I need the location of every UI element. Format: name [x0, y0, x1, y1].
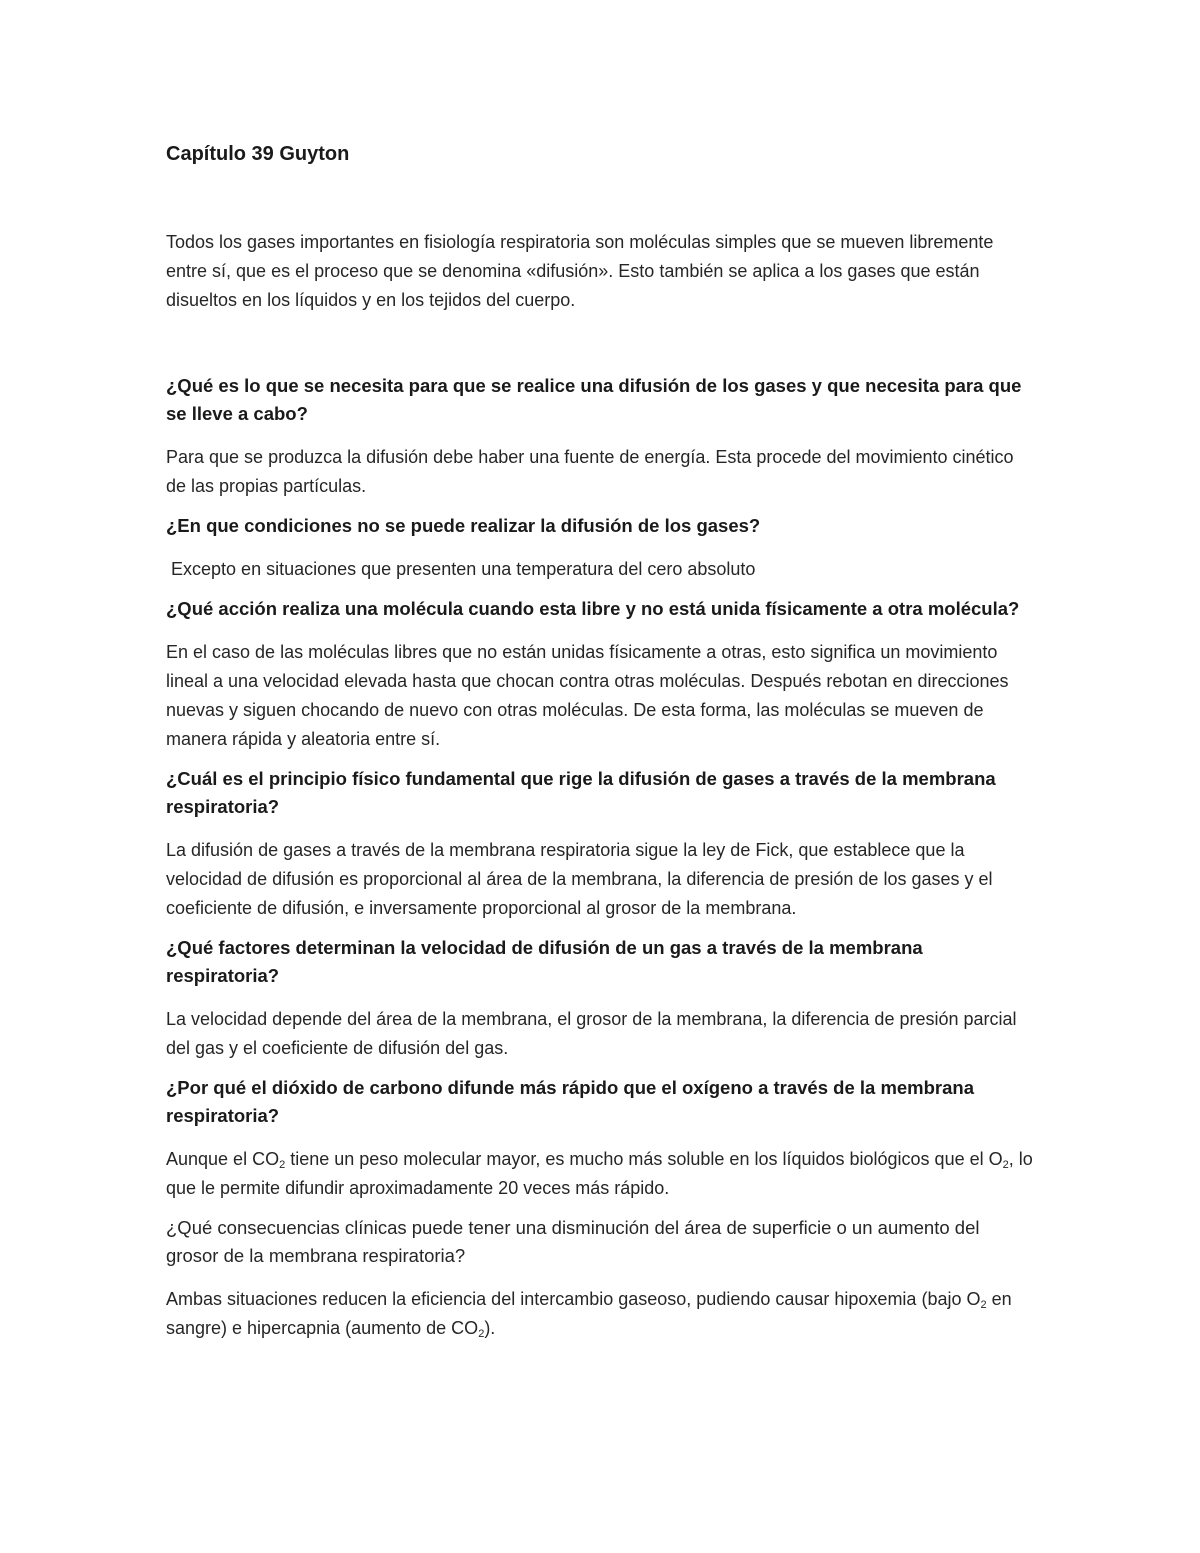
answer-text: , lo que le permite difundir aproximadamente 20 veces más rápido.	[166, 1149, 1033, 1198]
qa-item	[166, 372, 1036, 501]
answer-paragraph	[166, 1285, 1036, 1343]
subscript: 2	[279, 1159, 286, 1171]
question-heading: ¿En que condiciones no se puede realizar la difusión de los gases?	[166, 515, 761, 536]
answer-paragraph: La difusión de gases a través de la membrana respiratoria sigue la ley de Fick, que establece que la velocidad de difusión es proporcional al área de la membrana, la diferencia de presión de los gases y el coeficiente de difusión, e inversamente proporcional al grosor de la membrana.	[166, 840, 993, 918]
question-heading: ¿Qué es lo que se necesita para que se realice una difusión de los gases y que necesita para que se lleve a cabo?	[166, 375, 1022, 424]
answer-text: ).	[484, 1318, 496, 1338]
answer-paragraph: Para que se produzca la difusión debe haber una fuente de energía. Esta procede del movimiento cinético de las propias partículas.	[166, 447, 1014, 496]
answer-text: Ambas situaciones reducen la eficiencia del intercambio gaseoso, pudiendo causar hipoxemia (bajo O	[166, 1289, 981, 1309]
intro-paragraph: Todos los gases importantes en fisiología respiratoria son moléculas simples que se mueven libremente entre sí, que es el proceso que se denomina «difusión». Esto también se aplica a los gases que están disueltos en los líquidos y en los tejidos del cuerpo.	[166, 232, 994, 310]
answer-text: Aunque el CO	[166, 1149, 280, 1169]
question-heading: ¿Qué acción realiza una molécula cuando esta libre y no está unida físicamente a otra molécula?	[166, 598, 1020, 619]
question-heading: ¿Cuál es el principio físico fundamental que rige la difusión de gases a través de la membrana respiratoria?	[166, 768, 996, 817]
qa-item	[166, 934, 1036, 1063]
subscript: 2	[980, 1299, 987, 1311]
subscript: 2	[1002, 1159, 1009, 1171]
qa-item	[166, 1214, 1036, 1343]
qa-list	[166, 372, 1036, 1354]
answer-paragraph: Excepto en situaciones que presenten una temperatura del cero absoluto	[166, 559, 756, 579]
answer-paragraph: La velocidad depende del área de la membrana, el grosor de la membrana, la diferencia de presión parcial del gas y el coeficiente de difusión del gas.	[166, 1009, 1017, 1058]
qa-item	[166, 595, 1036, 754]
question-heading: ¿Qué consecuencias clínicas puede tener una disminución del área de superficie o un aumento del grosor de la membrana respiratoria?	[166, 1217, 980, 1266]
document-title: Capítulo 39 Guyton	[166, 143, 350, 165]
qa-item	[166, 765, 1036, 923]
qa-item	[166, 1074, 1036, 1203]
question-heading: ¿Por qué el dióxido de carbono difunde más rápido que el oxígeno a través de la membrana respiratoria?	[166, 1077, 975, 1126]
answer-paragraph	[166, 1145, 1036, 1203]
answer-text: en sangre) e hipercapnia (aumento de CO	[166, 1289, 1012, 1338]
answer-paragraph: En el caso de las moléculas libres que no están unidas físicamente a otras, esto significa un movimiento lineal a una velocidad elevada hasta que chocan contra otras moléculas. Después rebotan en direcciones nuevas y siguen chocando de nuevo con otras moléculas. De esta forma, las moléculas se mueven de manera rápida y aleatoria entre sí.	[166, 642, 1009, 749]
qa-item	[166, 512, 1036, 584]
question-heading: ¿Qué factores determinan la velocidad de difusión de un gas a través de la membrana respiratoria?	[166, 937, 923, 986]
answer-text: tiene un peso molecular mayor, es mucho más soluble en los líquidos biológicos que el O	[285, 1149, 1003, 1169]
subscript: 2	[478, 1328, 485, 1340]
